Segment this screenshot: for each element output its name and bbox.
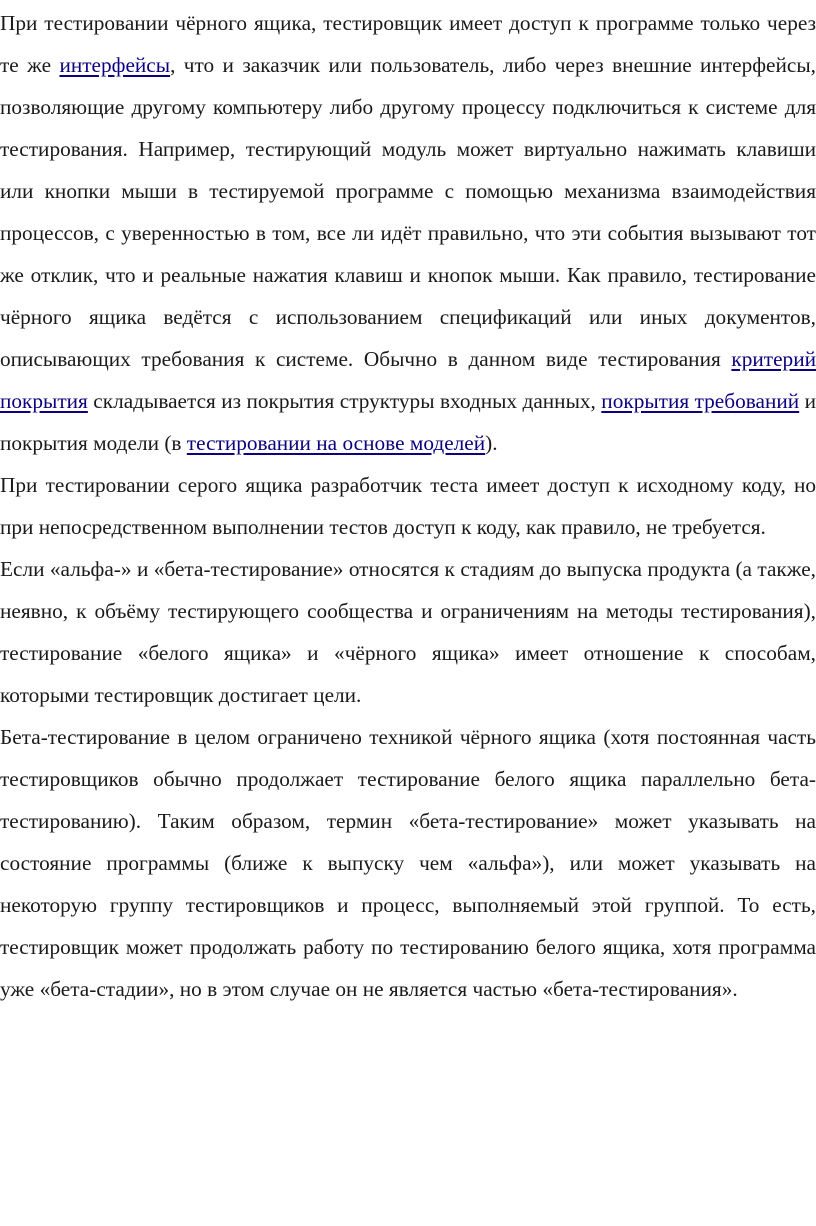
paragraph-alpha-beta (0, 548, 816, 716)
paragraph-gray-box (0, 464, 816, 548)
text-segment: Бета-тестирование в целом ограничено техникой чёрного ящика (хотя постоянная часть тестировщиков обычно продолжает тестирование белого ящика параллельно бета-тестированию). Таким образом, термин «бета-тестирование» может указывать на состояние программы (ближе к выпуску чем «альфа»), или может указывать на некоторую группу тестировщиков и процесс, выполняемый этой группой. То есть, тестировщик может продолжать работу по тестированию белого ящика, хотя программа уже «бета-стадии», но в этом случае он не является частью «бета-тестирования». (0, 725, 816, 1001)
text-segment: ). (485, 431, 498, 455)
link-interfaces[interactable]: интерфейсы (59, 53, 171, 77)
link-model-based-testing[interactable]: тестировании на основе моделей (186, 431, 486, 455)
link-coverage-criterion[interactable]: критерий покрытия (0, 347, 816, 413)
text-segment: При тестировании серого ящика разработчик теста имеет доступ к исходному коду, но при непосредственном выполнении тестов доступ к коду, как правило, не требуется. (0, 473, 816, 539)
text-segment: , что и заказчик или пользователь, либо через внешние интерфейсы, позволяющие другому компьютеру либо другому процессу подключиться к системе для тестирования. Например, тестирующий модуль может виртуально нажимать клавиши или кнопки мыши в тестируемой программе с помощью механизма взаимодействия процессов, с уверенностью в том, все ли идёт правильно, что эти события вызывают тот же отклик, что и реальные нажатия клавиш и кнопок мыши. Как правило, тестирование чёрного ящика ведётся с использованием спецификаций или иных документов, описывающих требования к системе. Обычно в данном виде тестирования (0, 53, 816, 371)
link-requirements-coverage[interactable]: покрытия требований (601, 389, 800, 413)
text-segment: Если «альфа-» и «бета-тестирование» относятся к стадиям до выпуска продукта (а также, неявно, к объёму тестирующего сообщества и ограничениям на методы тестирования), тестирование «белого ящика» и «чёрного ящика» имеет отношение к способам, которыми тестировщик достигает цели. (0, 557, 816, 707)
paragraph-black-box (0, 2, 816, 464)
text-segment: и покрытия модели (в (0, 389, 816, 455)
text-segment: складывается из покрытия структуры входных данных, (87, 389, 602, 413)
paragraph-beta-testing (0, 716, 816, 1010)
text-segment: При тестировании чёрного ящика, тестировщик имеет доступ к программе только через те же (0, 11, 816, 77)
document-page (0, 2, 816, 1010)
